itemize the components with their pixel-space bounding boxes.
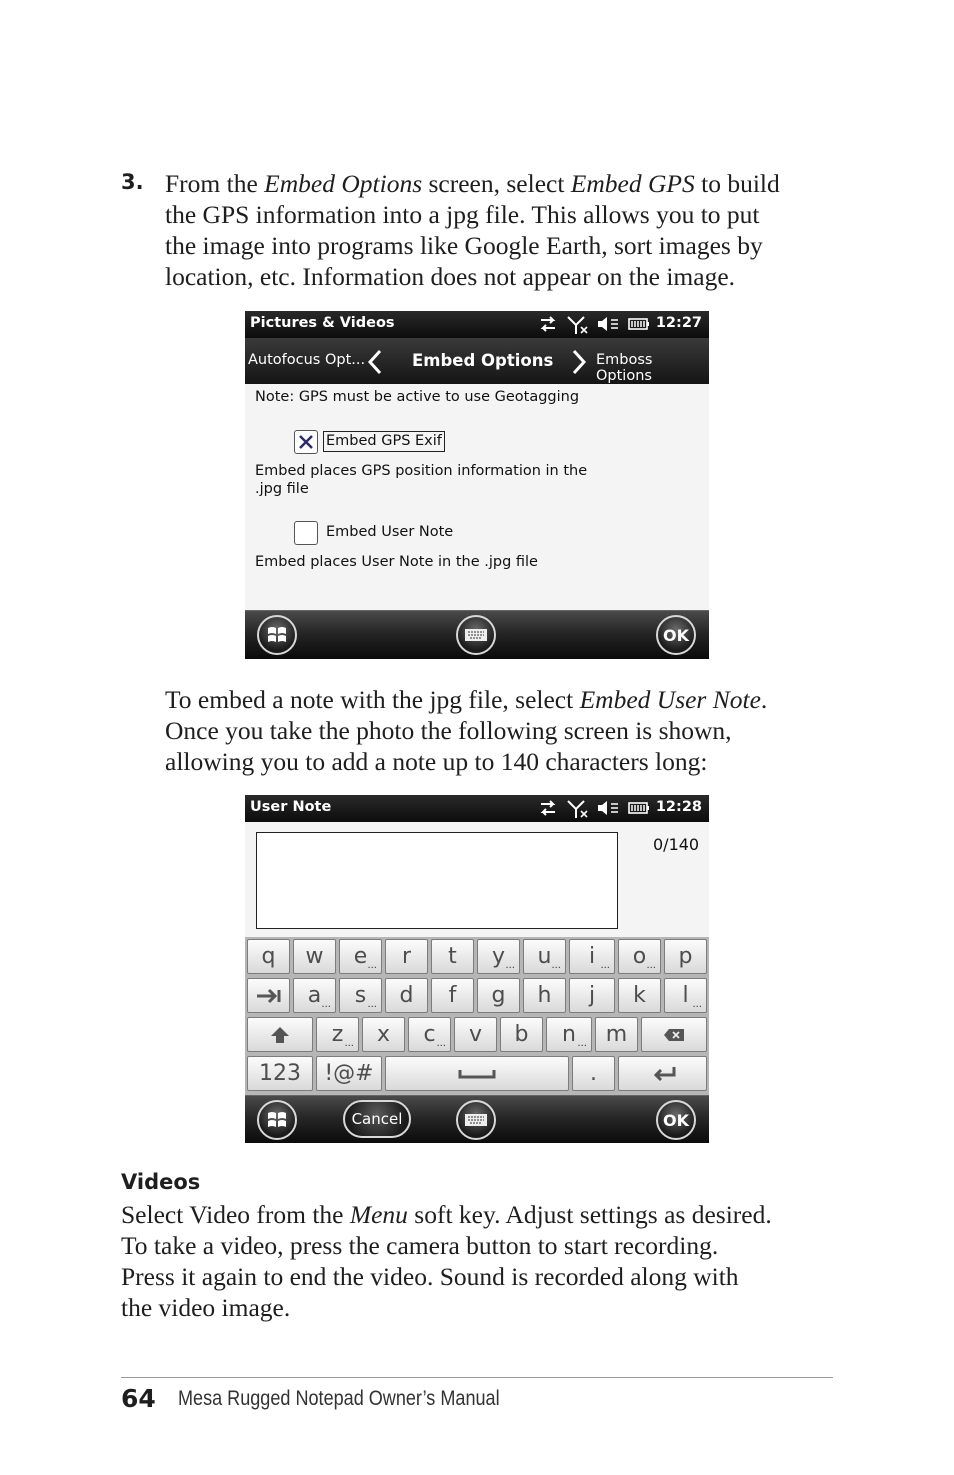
sync-icon (537, 798, 559, 818)
user-note-screen (245, 795, 709, 1143)
gps-description-line1: Embed places GPS position information in the (255, 463, 588, 479)
key-n[interactable]: n ... (546, 1017, 592, 1052)
chevron-left-icon[interactable] (366, 348, 384, 376)
manual-title: Mesa Rugged Notepad Owner’s Manual (178, 1387, 500, 1410)
speaker-muted-icon (596, 798, 622, 818)
key-q[interactable]: q (247, 939, 290, 974)
key-r[interactable]: r (385, 939, 428, 974)
middle-paragraph: To embed a note with the jpg file, select Embed User Note. Once you take the photo the following screen is shown, allowing you to add a note up to 140 characters long: (165, 685, 768, 776)
key-t[interactable]: t (431, 939, 474, 974)
battery-icon (627, 798, 651, 818)
step-paragraph: From the Embed Options screen, select Embed GPS to build the GPS information into a jpg file. This allows you to put the image into programs like Google Earth, sort images by location, etc. Information does not appear on the image. (165, 169, 780, 291)
key-o[interactable]: o ... (618, 939, 661, 974)
app-title: Pictures & Videos (250, 315, 395, 331)
key-b[interactable]: b (500, 1017, 543, 1052)
backspace-icon (662, 1027, 686, 1043)
key-tab[interactable] (247, 978, 290, 1013)
options-navigator (245, 338, 709, 384)
key-y[interactable]: y ... (477, 939, 520, 974)
nav-prev-label[interactable]: Autofocus Opt... (248, 352, 366, 368)
cancel-button[interactable]: Cancel (343, 1100, 411, 1138)
ok-button[interactable]: OK (656, 615, 696, 655)
enter-arrow-icon (648, 1065, 678, 1083)
videos-heading: Videos (121, 1170, 201, 1194)
clock: 12:27 (655, 315, 702, 331)
keyboard-icon (464, 1112, 488, 1128)
key-space[interactable] (385, 1056, 569, 1091)
key-c[interactable]: c ... (408, 1017, 451, 1052)
sync-icon (537, 314, 559, 334)
embed-gps-label[interactable]: Embed GPS Exif (323, 431, 445, 452)
speaker-muted-icon (596, 314, 622, 334)
start-button[interactable] (257, 615, 297, 655)
gps-note: Note: GPS must be active to use Geotagging (255, 389, 580, 405)
title-bar (245, 795, 709, 822)
keyboard-icon (464, 627, 488, 643)
page-number: 64 (121, 1384, 156, 1413)
embed-user-note-checkbox[interactable] (294, 521, 318, 545)
windows-logo-icon (265, 623, 289, 647)
ok-button[interactable]: OK (656, 1100, 696, 1140)
embed-gps-checkbox[interactable] (294, 430, 318, 454)
start-button[interactable] (257, 1100, 297, 1140)
key-u[interactable]: u ... (523, 939, 566, 974)
soft-key-bar (245, 610, 709, 659)
signal-off-icon (566, 314, 590, 336)
key-d[interactable]: d (385, 978, 428, 1013)
key-e[interactable]: e ... (339, 939, 382, 974)
key-s[interactable]: s ... (339, 978, 382, 1013)
signal-off-icon (566, 798, 590, 820)
key-z[interactable]: z ... (316, 1017, 359, 1052)
keyboard-button[interactable] (456, 615, 496, 655)
key-j[interactable]: j (569, 978, 615, 1013)
tab-arrow-icon (255, 988, 283, 1004)
title-bar (245, 311, 709, 338)
step-number: 3. (121, 170, 144, 194)
key-l[interactable]: l ... (664, 978, 707, 1013)
key-enter[interactable] (618, 1056, 707, 1091)
shift-arrow-icon (269, 1025, 291, 1045)
key-g[interactable]: g (477, 978, 520, 1013)
windows-logo-icon (265, 1108, 289, 1132)
nav-next-label[interactable]: Emboss Options (596, 352, 653, 384)
key-period[interactable]: . (572, 1056, 615, 1091)
gps-description-line2: .jpg file (255, 481, 309, 497)
user-note-description: Embed places User Note in the .jpg file (255, 554, 538, 570)
key-a[interactable]: a ... (293, 978, 336, 1013)
character-counter: 0/140 (653, 835, 700, 854)
battery-icon (627, 314, 651, 334)
keyboard-button[interactable] (456, 1100, 496, 1140)
footer-divider (121, 1377, 833, 1378)
key-m[interactable]: m (595, 1017, 638, 1052)
soft-key-bar (245, 1095, 709, 1143)
checkmark-x-icon (295, 431, 317, 453)
chevron-right-icon[interactable] (570, 348, 588, 376)
key-numbers[interactable]: 123 (247, 1056, 313, 1091)
key-h[interactable]: h (523, 978, 566, 1013)
key-f[interactable]: f (431, 978, 474, 1013)
key-p[interactable]: p (664, 939, 707, 974)
key-shift[interactable] (247, 1017, 313, 1052)
app-title: User Note (250, 799, 332, 815)
nav-current-label: Embed Options (412, 351, 554, 370)
key-backspace[interactable] (641, 1017, 707, 1052)
soft-keyboard (245, 937, 709, 1095)
clock: 12:28 (655, 799, 702, 815)
space-bar-icon (457, 1068, 497, 1080)
key-v[interactable]: v (454, 1017, 497, 1052)
key-i[interactable]: i ... (569, 939, 615, 974)
key-x[interactable]: x (362, 1017, 405, 1052)
key-w[interactable]: w (293, 939, 336, 974)
embed-user-note-label[interactable]: Embed User Note (326, 524, 454, 540)
videos-paragraph: Select Video from the Menu soft key. Adjust settings as desired. To take a video, press the camera button to start recording. Press it again to end the video. Sound is recorded along with the video image. (121, 1200, 772, 1322)
note-textarea[interactable] (256, 832, 618, 929)
key-symbols[interactable]: !@# (316, 1056, 382, 1091)
embed-options-screen (245, 311, 709, 659)
key-k[interactable]: k (618, 978, 661, 1013)
